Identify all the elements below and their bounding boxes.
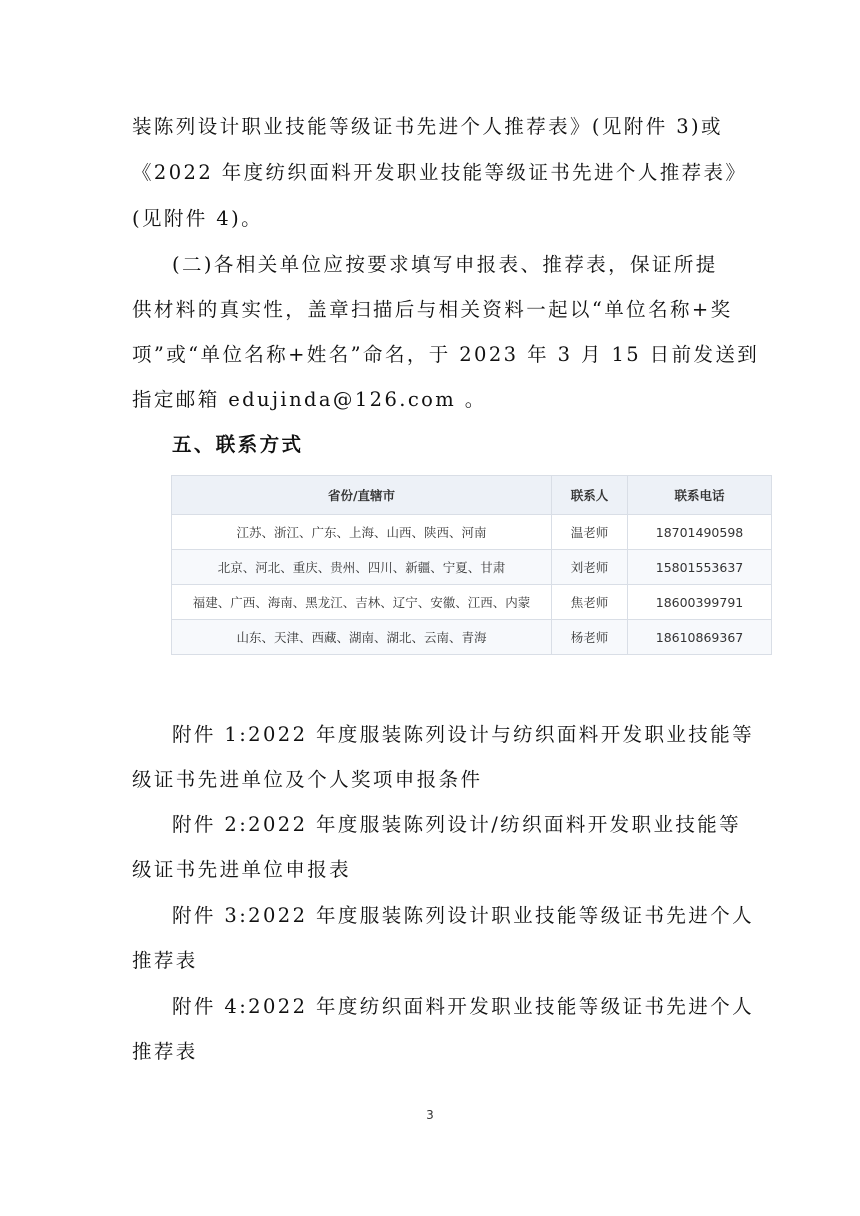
body-line: 供材料的真实性，盖章扫描后与相关资料一起以“单位名称+奖 [132,298,733,321]
attachment-line: 推荐表 [132,949,198,972]
contact-table [171,475,772,655]
phone-cell: 18701490598 [628,515,772,550]
phone-cell: 18600399791 [628,585,772,620]
contact-cell: 温老师 [552,515,628,550]
body-line: 装陈列设计职业技能等级证书先进个人推荐表》(见附件 3)或 [132,115,723,138]
province-cell: 江苏、浙江、广东、上海、山西、陕西、河南 [172,515,552,550]
body-line: 《2022 年度纺织面料开发职业技能等级证书先进个人推荐表》 [132,161,748,184]
province-cell: 北京、河北、重庆、贵州、四川、新疆、宁夏、甘肃 [172,550,552,585]
body-line: (二)各相关单位应按要求填写申报表、推荐表，保证所提 [172,253,718,276]
header-province: 省份/直辖市 [172,476,552,515]
province-cell: 福建、广西、海南、黑龙江、吉林、辽宁、安徽、江西、内蒙 [172,585,552,620]
contact-cell: 焦老师 [552,585,628,620]
phone-cell: 15801553637 [628,550,772,585]
body-line: (见附件 4)。 [132,207,264,230]
header-contact: 联系人 [552,476,628,515]
section-heading: 五、联系方式 [172,433,304,456]
attachment-line: 级证书先进单位申报表 [132,858,352,881]
attachment-line: 附件 1:2022 年度服装陈列设计与纺织面料开发职业技能等 [172,723,754,746]
province-cell: 山东、天津、西藏、湖南、湖北、云南、青海 [172,620,552,655]
header-phone: 联系电话 [628,476,772,515]
table-row [172,585,772,620]
page-number: 3 [426,1108,434,1122]
attachment-line: 附件 2:2022 年度服装陈列设计/纺织面料开发职业技能等 [172,813,742,836]
body-line: 项”或“单位名称+姓名”命名，于 2023 年 3 月 15 日前发送到 [132,343,760,366]
attachment-line: 附件 4:2022 年度纺织面料开发职业技能等级证书先进个人 [172,995,754,1018]
phone-cell: 18610869367 [628,620,772,655]
table-row [172,515,772,550]
attachment-line: 级证书先进单位及个人奖项申报条件 [132,768,483,791]
table-row [172,620,772,655]
attachment-line: 附件 3:2022 年度服装陈列设计职业技能等级证书先进个人 [172,904,754,927]
table-row [172,550,772,585]
attachment-line: 推荐表 [132,1040,198,1063]
table-header-row [172,476,772,515]
contact-cell: 杨老师 [552,620,628,655]
body-line: 指定邮箱 edujinda@126.com 。 [132,388,487,411]
contact-cell: 刘老师 [552,550,628,585]
